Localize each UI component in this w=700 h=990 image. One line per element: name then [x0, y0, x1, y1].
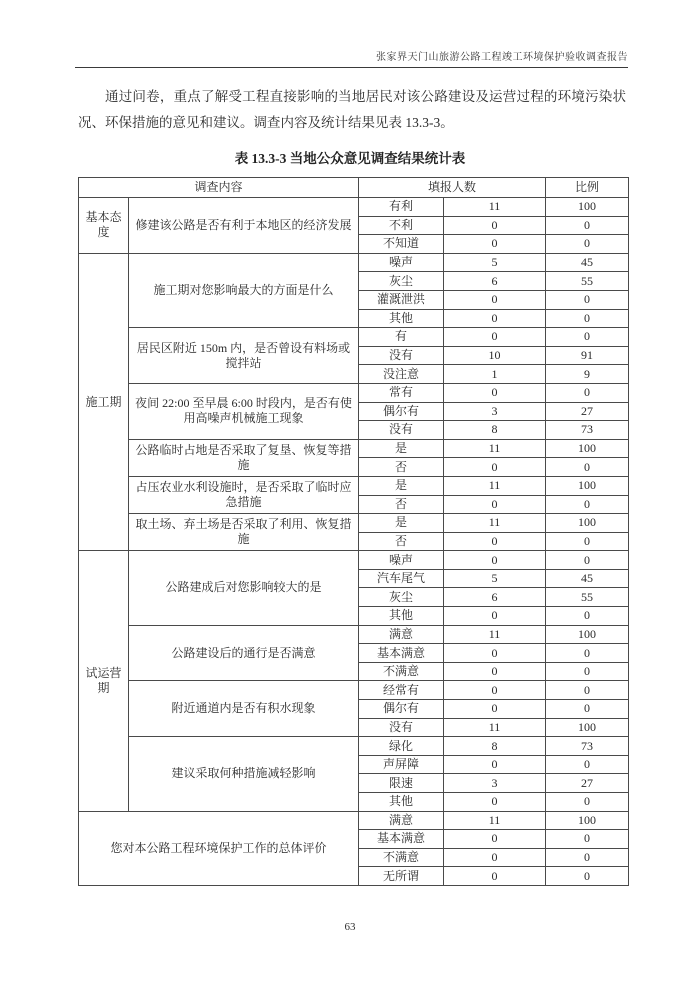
table-row [79, 198, 629, 217]
ratio-cell: 0 [546, 216, 629, 235]
ratio-cell: 0 [546, 700, 629, 719]
table-row [79, 551, 629, 570]
ratio-cell: 0 [546, 867, 629, 886]
ratio-cell: 45 [546, 569, 629, 588]
option-cell: 偶尔有 [359, 402, 444, 421]
ratio-cell: 0 [546, 644, 629, 663]
table-row [79, 328, 629, 347]
option-cell: 其他 [359, 309, 444, 328]
ratio-cell: 0 [546, 532, 629, 551]
count-cell: 0 [444, 662, 546, 681]
intro-paragraph: 通过问卷，重点了解受工程直接影响的当地居民对该公路建设及运营过程的环境污染状况、环保措施的意见和建议。调查内容及统计结果见表 13.3-3。 [78, 89, 626, 130]
ratio-cell: 0 [546, 328, 629, 347]
option-cell: 经常有 [359, 681, 444, 700]
count-cell: 0 [444, 290, 546, 309]
option-cell: 其他 [359, 607, 444, 626]
ratio-cell: 73 [546, 421, 629, 440]
table-header-row [79, 178, 629, 198]
ratio-cell: 0 [546, 755, 629, 774]
count-cell: 0 [444, 216, 546, 235]
option-cell: 有利 [359, 198, 444, 217]
option-cell: 绿化 [359, 737, 444, 756]
ratio-cell: 0 [546, 495, 629, 514]
page-number: 63 [344, 921, 356, 933]
option-cell: 常有 [359, 383, 444, 402]
count-cell: 0 [444, 383, 546, 402]
ratio-cell: 0 [546, 830, 629, 849]
question-cell: 附近通道内是否有积水现象 [129, 681, 359, 737]
count-cell: 0 [444, 532, 546, 551]
count-cell: 0 [444, 458, 546, 477]
option-cell: 声屏障 [359, 755, 444, 774]
option-cell: 是 [359, 476, 444, 495]
ratio-cell: 55 [546, 272, 629, 291]
ratio-cell: 100 [546, 625, 629, 644]
question-cell: 施工期对您影响最大的方面是什么 [129, 253, 359, 327]
table-row [79, 383, 629, 402]
column-header-respondent-count: 填报人数 [359, 178, 546, 198]
ratio-cell: 0 [546, 290, 629, 309]
header-divider [75, 67, 628, 68]
ratio-cell: 27 [546, 402, 629, 421]
count-cell: 0 [444, 644, 546, 663]
count-cell: 0 [444, 755, 546, 774]
count-cell: 0 [444, 495, 546, 514]
count-cell: 8 [444, 421, 546, 440]
ratio-cell: 100 [546, 198, 629, 217]
option-cell: 灰尘 [359, 588, 444, 607]
table-row [79, 737, 629, 756]
option-cell: 是 [359, 514, 444, 533]
count-cell: 5 [444, 569, 546, 588]
option-cell: 不满意 [359, 662, 444, 681]
count-cell: 10 [444, 346, 546, 365]
group-cell: 施工期 [79, 253, 129, 551]
ratio-cell: 0 [546, 607, 629, 626]
ratio-cell: 73 [546, 737, 629, 756]
question-cell: 占压农业水利设施时，是否采取了临时应急措施 [129, 476, 359, 513]
question-cell: 修建该公路是否有利于本地区的经济发展 [129, 198, 359, 254]
ratio-cell: 45 [546, 253, 629, 272]
count-cell: 0 [444, 700, 546, 719]
count-cell: 11 [444, 811, 546, 830]
count-cell: 6 [444, 272, 546, 291]
count-cell: 0 [444, 793, 546, 812]
count-cell: 3 [444, 402, 546, 421]
option-cell: 满意 [359, 625, 444, 644]
ratio-cell: 100 [546, 811, 629, 830]
count-cell: 8 [444, 737, 546, 756]
option-cell: 偶尔有 [359, 700, 444, 719]
question-cell: 公路建成后对您影响较大的是 [129, 551, 359, 625]
ratio-cell: 0 [546, 681, 629, 700]
count-cell: 11 [444, 625, 546, 644]
question-cell: 公路建设后的通行是否满意 [129, 625, 359, 681]
group-cell: 基本态度 [79, 198, 129, 254]
ratio-cell: 0 [546, 848, 629, 867]
table-row [79, 253, 629, 272]
group-cell: 试运营期 [79, 551, 129, 811]
question-cell: 公路临时占地是否采取了复垦、恢复等措施 [129, 439, 359, 476]
ratio-cell: 55 [546, 588, 629, 607]
survey-results-table [78, 177, 629, 886]
option-cell: 汽车尾气 [359, 569, 444, 588]
option-cell: 没有 [359, 718, 444, 737]
count-cell: 3 [444, 774, 546, 793]
table-row [79, 439, 629, 458]
option-cell: 基本满意 [359, 644, 444, 663]
option-cell: 没有 [359, 421, 444, 440]
ratio-cell: 0 [546, 235, 629, 254]
ratio-cell: 0 [546, 662, 629, 681]
question-cell: 夜间 22:00 至早晨 6:00 时段内，是否有使用高噪声机械施工现象 [129, 383, 359, 439]
option-cell: 限速 [359, 774, 444, 793]
option-cell: 不满意 [359, 848, 444, 867]
count-cell: 11 [444, 476, 546, 495]
option-cell: 没有 [359, 346, 444, 365]
question-cell: 居民区附近 150m 内，是否曾设有料场或搅拌站 [129, 328, 359, 384]
ratio-cell: 27 [546, 774, 629, 793]
count-cell: 0 [444, 309, 546, 328]
option-cell: 灰尘 [359, 272, 444, 291]
table-row [79, 681, 629, 700]
count-cell: 0 [444, 830, 546, 849]
count-cell: 11 [444, 514, 546, 533]
option-cell: 否 [359, 458, 444, 477]
count-cell: 0 [444, 607, 546, 626]
count-cell: 11 [444, 439, 546, 458]
option-cell: 没注意 [359, 365, 444, 384]
option-cell: 是 [359, 439, 444, 458]
option-cell: 基本满意 [359, 830, 444, 849]
count-cell: 0 [444, 551, 546, 570]
option-cell: 无所谓 [359, 867, 444, 886]
table-row [79, 476, 629, 495]
count-cell: 0 [444, 235, 546, 254]
option-cell: 否 [359, 495, 444, 514]
column-header-survey-content: 调查内容 [79, 178, 359, 198]
count-cell: 1 [444, 365, 546, 384]
count-cell: 6 [444, 588, 546, 607]
ratio-cell: 0 [546, 309, 629, 328]
ratio-cell: 0 [546, 793, 629, 812]
ratio-cell: 0 [546, 551, 629, 570]
count-cell: 0 [444, 681, 546, 700]
table-row [79, 811, 629, 830]
count-cell: 5 [444, 253, 546, 272]
count-cell: 11 [444, 718, 546, 737]
ratio-cell: 100 [546, 514, 629, 533]
option-cell: 不利 [359, 216, 444, 235]
ratio-cell: 91 [546, 346, 629, 365]
option-cell: 有 [359, 328, 444, 347]
ratio-cell: 100 [546, 476, 629, 495]
option-cell: 不知道 [359, 235, 444, 254]
question-cell: 建议采取何种措施减轻影响 [129, 737, 359, 811]
option-cell: 满意 [359, 811, 444, 830]
count-cell: 0 [444, 867, 546, 886]
option-cell: 灌溉泄洪 [359, 290, 444, 309]
ratio-cell: 9 [546, 365, 629, 384]
ratio-cell: 0 [546, 383, 629, 402]
ratio-cell: 0 [546, 458, 629, 477]
table-title: 表 13.3-3 当地公众意见调查结果统计表 [234, 151, 466, 166]
table-row [79, 625, 629, 644]
count-cell: 0 [444, 848, 546, 867]
ratio-cell: 100 [546, 718, 629, 737]
question-cell: 您对本公路工程环境保护工作的总体评价 [79, 811, 359, 885]
option-cell: 噪声 [359, 551, 444, 570]
count-cell: 0 [444, 328, 546, 347]
document-header-title: 张家界天门山旅游公路工程竣工环境保护验收调查报告 [376, 52, 628, 63]
option-cell: 否 [359, 532, 444, 551]
ratio-cell: 100 [546, 439, 629, 458]
column-header-ratio: 比例 [546, 178, 629, 198]
option-cell: 其他 [359, 793, 444, 812]
question-cell: 取土场、弃土场是否采取了利用、恢复措施 [129, 514, 359, 551]
table-row [79, 514, 629, 533]
count-cell: 11 [444, 198, 546, 217]
option-cell: 噪声 [359, 253, 444, 272]
